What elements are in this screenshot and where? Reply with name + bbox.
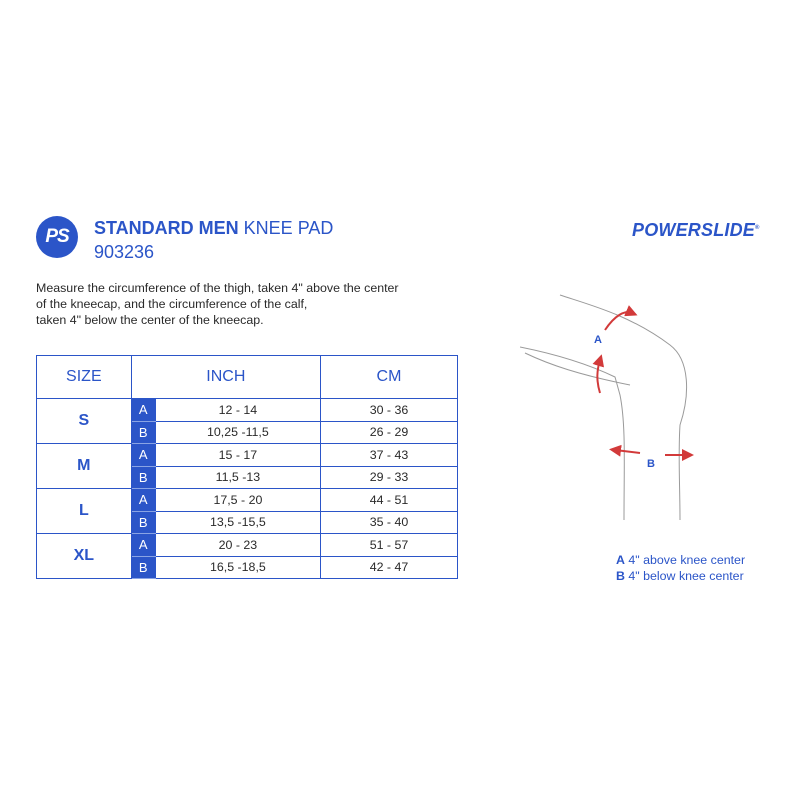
size-table [36, 355, 458, 579]
measurement-instructions [36, 280, 436, 328]
row-key-a: A [131, 399, 155, 422]
row-key-a: A [131, 444, 155, 467]
size-cell: XL [37, 534, 132, 579]
cm-value: 26 - 29 [320, 421, 457, 444]
brand-logo [632, 220, 760, 241]
cm-value: 42 - 47 [320, 556, 457, 579]
table-row [37, 534, 458, 557]
powerslide-ps-logo [36, 216, 78, 258]
instruction-line: Measure the circumference of the thigh, taken 4" above the center [36, 281, 399, 295]
inch-value: 13,5 -15,5 [155, 511, 320, 534]
cm-value: 37 - 43 [320, 444, 457, 467]
inch-value: 16,5 -18,5 [155, 556, 320, 579]
diagram-legend [616, 552, 745, 584]
inch-value: 17,5 - 20 [155, 489, 320, 512]
arrow-a-bottom [597, 360, 600, 393]
table-header-row [37, 356, 458, 399]
header-inch: INCH [131, 356, 320, 399]
inch-value: 11,5 -13 [155, 466, 320, 489]
leg-diagram [520, 285, 700, 525]
row-key-b: B [131, 556, 155, 579]
title-rest: KNEE PAD [238, 218, 334, 238]
header-size: SIZE [37, 356, 132, 399]
arrow-b-left [615, 450, 640, 453]
brand-mark: ® [755, 225, 760, 231]
legend-a-key: A [616, 553, 625, 567]
header-cm: CM [320, 356, 457, 399]
instruction-line: taken 4" below the center of the kneecap. [36, 313, 264, 327]
legend-a [616, 552, 745, 568]
cm-value: 29 - 33 [320, 466, 457, 489]
cm-value: 30 - 36 [320, 399, 457, 422]
legend-b [616, 568, 745, 584]
size-cell: M [37, 444, 132, 489]
diagram-label-a: A [594, 334, 602, 346]
logo-text: PS [45, 226, 69, 247]
diagram-label-b: B [647, 458, 655, 470]
size-cell: L [37, 489, 132, 534]
row-key-b: B [131, 511, 155, 534]
legend-b-text: 4" below knee center [624, 569, 744, 583]
row-key-a: A [131, 534, 155, 557]
cm-value: 44 - 51 [320, 489, 457, 512]
inch-value: 20 - 23 [155, 534, 320, 557]
brand-name: POWERSLIDE [632, 220, 756, 240]
arrow-a-top [605, 312, 632, 330]
page-title [94, 218, 333, 238]
row-key-a: A [131, 489, 155, 512]
table-row [37, 444, 458, 467]
cm-value: 35 - 40 [320, 511, 457, 534]
legend-b-key: B [616, 569, 625, 583]
table-row [37, 399, 458, 422]
instruction-line: of the kneecap, and the circumference of the calf, [36, 297, 308, 311]
inch-value: 15 - 17 [155, 444, 320, 467]
row-key-b: B [131, 466, 155, 489]
row-key-b: B [131, 421, 155, 444]
product-code: 903236 [94, 242, 155, 262]
inch-value: 12 - 14 [155, 399, 320, 422]
title-bold: STANDARD MEN [94, 218, 239, 238]
size-cell: S [37, 399, 132, 444]
inch-value: 10,25 -11,5 [155, 421, 320, 444]
cm-value: 51 - 57 [320, 534, 457, 557]
legend-a-text: 4" above knee center [624, 553, 746, 567]
leg-outline [520, 295, 687, 520]
table-row [37, 489, 458, 512]
